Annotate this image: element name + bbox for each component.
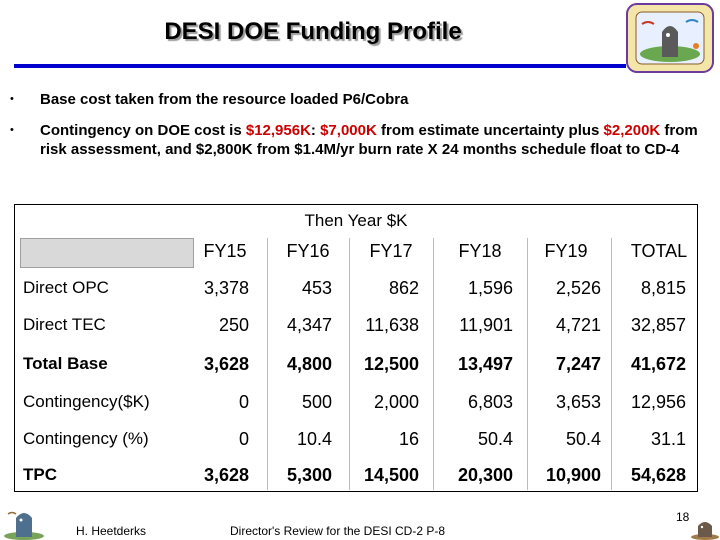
table-header-band bbox=[20, 238, 194, 268]
column-header-fy15: FY15 bbox=[203, 241, 247, 261]
table-cell: 14,500 bbox=[363, 465, 419, 485]
table-cell: 2,526 bbox=[555, 278, 601, 298]
table-caption: Then Year $K bbox=[304, 211, 408, 230]
row-label-tpc: TPC bbox=[23, 465, 57, 484]
column-header-fy16: FY16 bbox=[286, 241, 330, 261]
table-cell: 862 bbox=[388, 278, 419, 298]
bullet-text-part: from estimate uncertainty plus bbox=[376, 122, 604, 139]
table-cell: 453 bbox=[301, 278, 332, 298]
bullet-list bbox=[10, 90, 700, 159]
footer-review-title: Director's Review for the DESI CD-2 P-8 bbox=[230, 524, 446, 538]
table-cell: 3,628 bbox=[203, 465, 249, 485]
row-label-contingency-k: Contingency($K) bbox=[23, 392, 150, 411]
table-cell: 0 bbox=[238, 392, 249, 412]
table-cell: 13,497 bbox=[457, 354, 513, 374]
page-number: 18 bbox=[676, 510, 690, 524]
column-header-fy18: FY18 bbox=[458, 241, 502, 261]
table-cell: 1,596 bbox=[467, 278, 513, 298]
bullet-text-part: from risk assessment, and $2,800K from $1.4M/yr burn rate X 24 months schedule float to CD-4 bbox=[40, 122, 698, 158]
column-divider bbox=[433, 238, 434, 490]
table-cell: 4,347 bbox=[286, 315, 332, 335]
table-cell: 0 bbox=[238, 429, 249, 449]
table-cell: 3,378 bbox=[203, 278, 249, 298]
table-cell: 41,672 bbox=[630, 354, 686, 374]
row-label-contingency-pct: Contingency (%) bbox=[23, 429, 149, 448]
table-cell: 12,956 bbox=[630, 392, 686, 412]
bullet-highlight-total-contingency: $12,956K bbox=[245, 122, 311, 139]
column-divider bbox=[527, 238, 528, 490]
footer-presenter: H. Heetderks bbox=[76, 524, 147, 538]
row-label-direct-tec: Direct TEC bbox=[23, 315, 106, 334]
row-label-direct-opc: Direct OPC bbox=[23, 278, 109, 297]
table-cell: 10.4 bbox=[296, 429, 332, 449]
bullet-base-cost bbox=[10, 90, 700, 109]
bullet-text: Base cost taken from the resource loaded P6/Cobra bbox=[40, 91, 409, 108]
bullet-contingency bbox=[10, 121, 700, 159]
title-divider bbox=[14, 64, 626, 68]
table-cell: 3,628 bbox=[203, 354, 249, 374]
table-cell: 8,815 bbox=[640, 278, 686, 298]
table-cell: 32,857 bbox=[630, 315, 686, 335]
column-header-fy19: FY19 bbox=[544, 241, 588, 261]
table-cell: 11,901 bbox=[459, 315, 513, 335]
table-cell: 50.4 bbox=[565, 429, 601, 449]
column-divider bbox=[611, 238, 612, 490]
page-title: DESI DOE Funding Profile bbox=[164, 18, 462, 45]
table-cell: 6,803 bbox=[467, 392, 513, 412]
bullet-text-part: Contingency on DOE cost is bbox=[40, 122, 246, 139]
table-cell: 50.4 bbox=[477, 429, 513, 449]
table-cell: 10,900 bbox=[545, 465, 601, 485]
bullet-marker: • bbox=[10, 124, 14, 136]
bullet-highlight-risk-assessment: $2,200K bbox=[603, 122, 661, 139]
seal-logo-icon bbox=[690, 516, 720, 540]
table-cell: 54,628 bbox=[630, 465, 686, 485]
bullet-marker: • bbox=[10, 93, 14, 105]
table-cell: 250 bbox=[218, 315, 249, 335]
table-cell: 7,247 bbox=[555, 354, 601, 374]
table-cell: 31.1 bbox=[650, 429, 686, 449]
table-cell: 11,638 bbox=[365, 315, 419, 335]
row-label-total-base: Total Base bbox=[23, 354, 108, 373]
column-header-total: TOTAL bbox=[630, 241, 688, 261]
energy-seal-logo-icon bbox=[624, 2, 716, 74]
bullet-highlight-estimate-uncertainty: $7,000K bbox=[320, 122, 377, 139]
seal-logo-icon bbox=[2, 504, 46, 540]
table-cell: 16 bbox=[398, 429, 419, 449]
column-header-fy17: FY17 bbox=[369, 241, 413, 261]
table-cell: 4,800 bbox=[286, 354, 332, 374]
table-cell: 5,300 bbox=[286, 465, 332, 485]
bullet-text-part: : bbox=[310, 122, 321, 139]
table-cell: 500 bbox=[301, 392, 332, 412]
table-cell: 2,000 bbox=[373, 392, 419, 412]
table-cell: 3,653 bbox=[555, 392, 601, 412]
table-cell: 12,500 bbox=[363, 354, 419, 374]
table-cell: 20,300 bbox=[457, 465, 513, 485]
funding-table bbox=[14, 204, 698, 492]
table-cell: 4,721 bbox=[555, 315, 601, 335]
